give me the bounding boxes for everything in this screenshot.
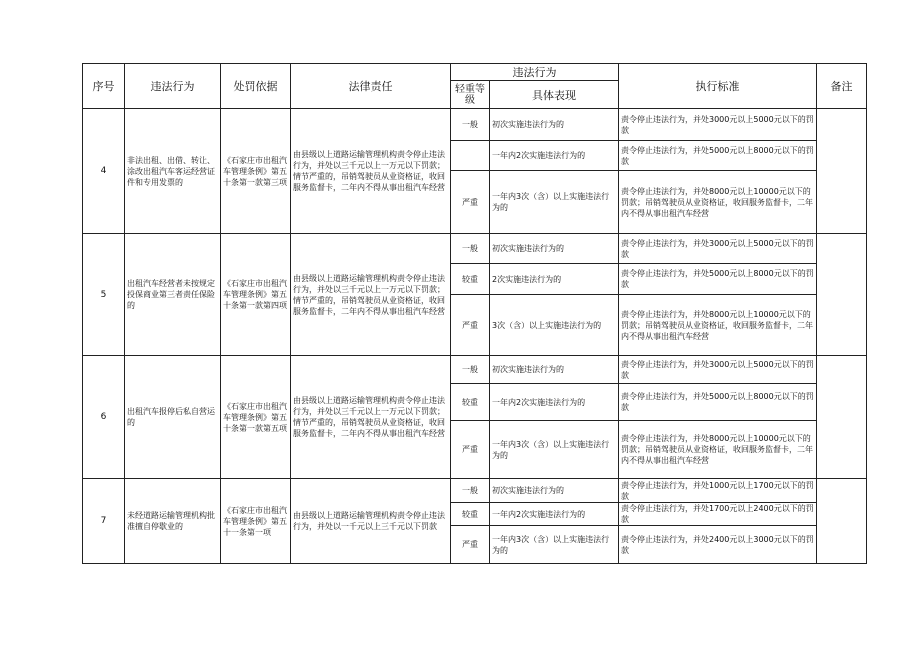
level-severity: 一般	[451, 109, 490, 141]
row-basis: 《石家庄市出租汽车管理条例》第五十条第一款第三项	[221, 109, 291, 234]
row-basis: 《石家庄市出租汽车管理条例》第五十一条第一项	[221, 479, 291, 564]
row-remark	[817, 356, 867, 479]
row-remark	[817, 234, 867, 356]
row-violation: 出租汽车报停后私自营运的	[125, 356, 221, 479]
row-liability: 由县级以上道路运输管理机构责令停止违法行为，并处以三千元以上一万元以下罚款；情节严重的，吊销驾驶员从业资格证，收回服务监督卡，二年内不得从事出租汽车经营	[291, 234, 451, 356]
level-detail: 初次实施违法行为的	[490, 479, 619, 503]
row-violation: 非法出租、出借、转让、涂改出租汽车客运经营证件和专用发票的	[125, 109, 221, 234]
level-severity: 严重	[451, 295, 490, 356]
level-severity: 严重	[451, 526, 490, 564]
row-liability: 由县级以上道路运输管理机构责令停止违法行为，并处以三千元以上一万元以下罚款；情节严重的，吊销驾驶员从业资格证，收回服务监督卡，二年内不得从事出租汽车经营	[291, 109, 451, 234]
level-severity: 一般	[451, 479, 490, 503]
level-severity: 较重	[451, 264, 490, 295]
row-seq: 7	[83, 479, 125, 564]
header-severity: 轻重等级	[451, 81, 490, 109]
level-standard: 责令停止违法行为，并处2400元以上3000元以下的罚款	[619, 526, 817, 564]
level-standard: 责令停止违法行为，并处8000元以上10000元以下的罚款；吊销驾驶员从业资格证，收回服务监督卡，二年内不得从事出租汽车经营	[619, 421, 817, 479]
level-detail: 一年内2次实施违法行为的	[490, 503, 619, 526]
header-violation-group: 违法行为	[451, 64, 619, 81]
level-standard: 责令停止违法行为，并处5000元以上8000元以下的罚款	[619, 264, 817, 295]
row-seq: 4	[83, 109, 125, 234]
header-standard: 执行标准	[619, 64, 817, 109]
level-standard: 责令停止违法行为，并处8000元以上10000元以下的罚款；吊销驾驶员从业资格证，收回服务监督卡，二年内不得从事出租汽车经营	[619, 171, 817, 234]
header-remark: 备注	[817, 64, 867, 109]
penalty-standard-table	[82, 63, 867, 564]
level-standard: 责令停止违法行为，并处3000元以上5000元以下的罚款	[619, 109, 817, 141]
level-severity: 严重	[451, 421, 490, 479]
level-severity	[451, 141, 490, 171]
level-standard: 责令停止违法行为，并处1700元以上2400元以下的罚款	[619, 503, 817, 526]
row-basis: 《石家庄市出租汽车管理条例》第五十条第一款第四项	[221, 234, 291, 356]
level-detail: 一年内3次（含）以上实施违法行为的	[490, 171, 619, 234]
header-basis: 处罚依据	[221, 64, 291, 109]
row-liability: 由县级以上道路运输管理机构责令停止违法行为，并处以三千元以上一万元以下罚款；情节严重的，吊销驾驶员从业资格证，收回服务监督卡，二年内不得从事出租汽车经营	[291, 356, 451, 479]
level-detail: 初次实施违法行为的	[490, 234, 619, 264]
level-standard: 责令停止违法行为，并处1000元以上1700元以下的罚款	[619, 479, 817, 503]
header-violation: 违法行为	[125, 64, 221, 109]
level-detail: 一年内2次实施违法行为的	[490, 384, 619, 421]
header-seq: 序号	[83, 64, 125, 109]
level-detail: 一年内3次（含）以上实施违法行为的	[490, 526, 619, 564]
row-violation: 未经道路运输管理机构批准擅自停歇业的	[125, 479, 221, 564]
level-standard: 责令停止违法行为，并处3000元以上5000元以下的罚款	[619, 234, 817, 264]
level-severity: 较重	[451, 503, 490, 526]
header-detail: 具体表现	[490, 81, 619, 109]
header-liability: 法律责任	[291, 64, 451, 109]
level-detail: 3次（含）以上实施违法行为的	[490, 295, 619, 356]
level-detail: 初次实施违法行为的	[490, 356, 619, 384]
level-severity: 一般	[451, 234, 490, 264]
level-standard: 责令停止违法行为，并处5000元以上8000元以下的罚款	[619, 141, 817, 171]
level-detail: 初次实施违法行为的	[490, 109, 619, 141]
level-detail: 一年内3次（含）以上实施违法行为的	[490, 421, 619, 479]
level-detail: 2次实施违法行为的	[490, 264, 619, 295]
level-standard: 责令停止违法行为，并处5000元以上8000元以下的罚款	[619, 384, 817, 421]
level-detail: 一年内2次实施违法行为的	[490, 141, 619, 171]
level-severity: 较重	[451, 384, 490, 421]
row-remark	[817, 109, 867, 234]
level-standard: 责令停止违法行为，并处3000元以上5000元以下的罚款	[619, 356, 817, 384]
row-violation: 出租汽车经营者未按规定投保商业第三者责任保险的	[125, 234, 221, 356]
row-seq: 6	[83, 356, 125, 479]
row-liability: 由县级以上道路运输管理机构责令停止违法行为，并处以一千元以上三千元以下罚款	[291, 479, 451, 564]
row-remark	[817, 479, 867, 564]
level-severity: 严重	[451, 171, 490, 234]
level-severity: 一般	[451, 356, 490, 384]
row-seq: 5	[83, 234, 125, 356]
row-basis: 《石家庄市出租汽车管理条例》第五十条第一款第五项	[221, 356, 291, 479]
level-standard: 责令停止违法行为，并处8000元以上10000元以下的罚款；吊销驾驶员从业资格证，收回服务监督卡，二年内不得从事出租汽车经营	[619, 295, 817, 356]
